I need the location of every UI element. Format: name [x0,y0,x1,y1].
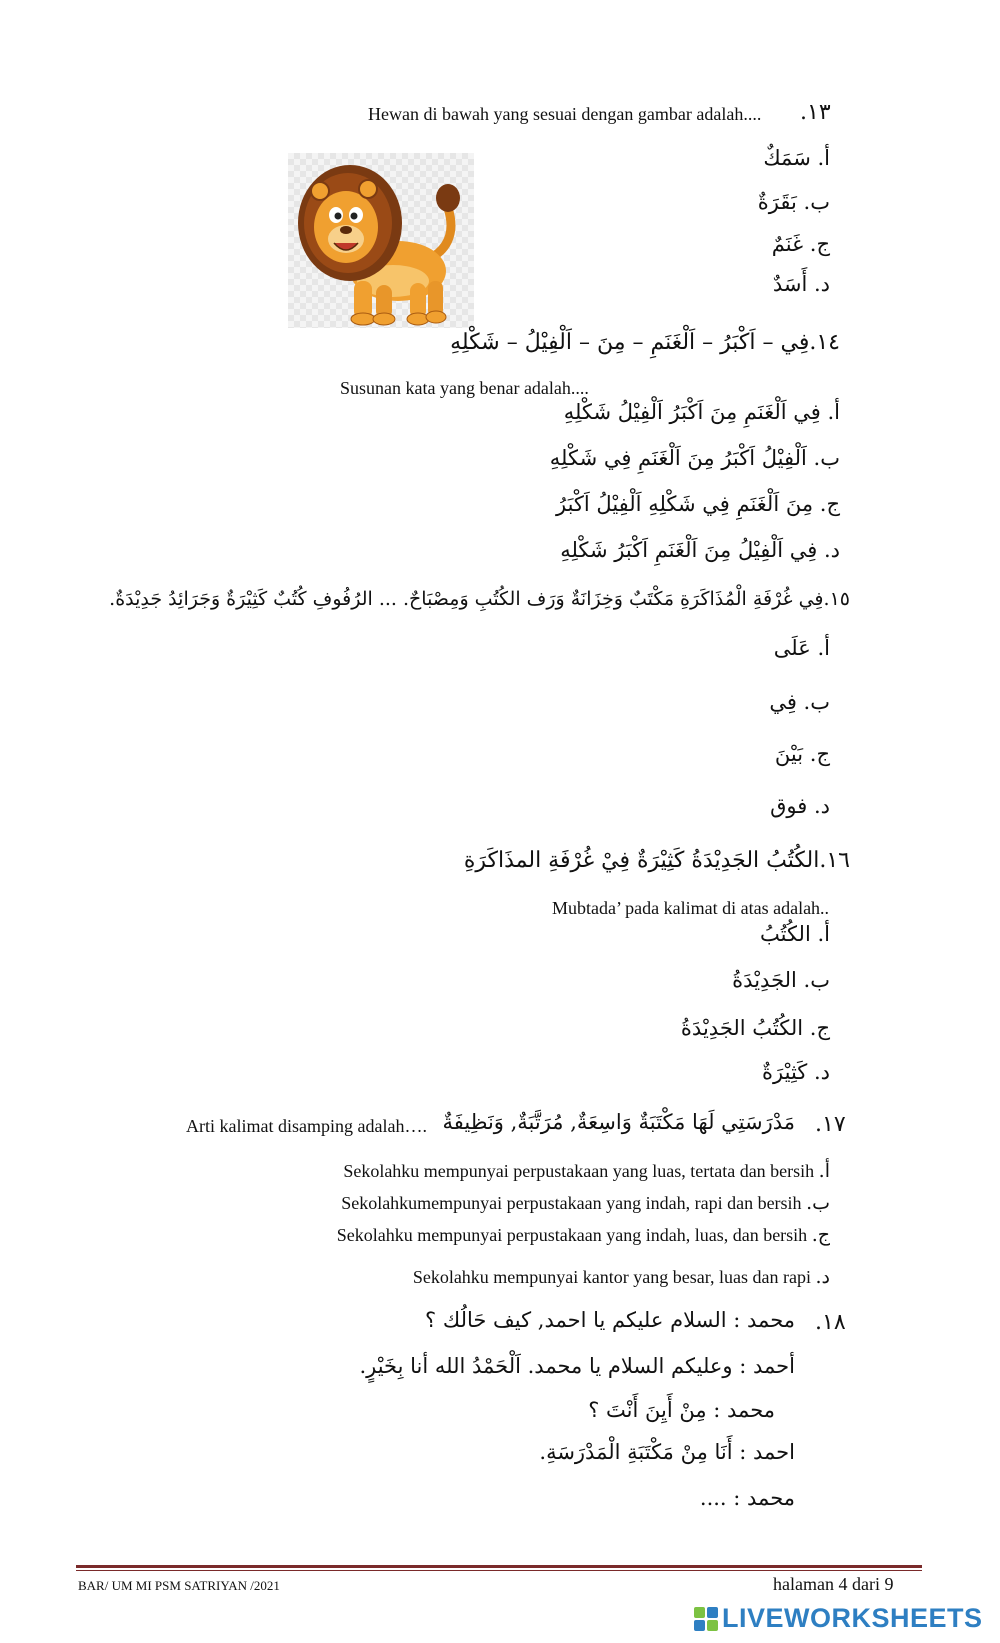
option-letter: ج. [809,742,830,766]
footer-divider-thin [76,1570,922,1571]
option-text: اَلْفِيْلُ اَكْبَرُ مِنَ اَلْغَنَمِ فِي شَكْلِهِ [549,446,807,470]
q16-option-c[interactable] [681,1016,830,1040]
q17-prompt-arabic: مَدْرَسَتِي لَهَا مَكْتَبَةٌ وَاسِعَةٌ, مُرَتَّبَةٌ, وَنَظِيفَةٌ [442,1110,795,1134]
option-letter: .أ [818,1160,830,1182]
option-letter: أ. [827,400,840,424]
option-text: Sekolahku mempunyai perpustakaan yang luas, tertata dan bersih [343,1161,815,1181]
option-letter: .ج [811,1224,830,1246]
q14-option-d[interactable] [560,538,840,562]
q15-option-a[interactable] [774,636,830,660]
option-letter: د. [813,272,830,296]
option-letter: ب. [803,690,830,714]
dialogue-text: : مِنْ أَيِنَ أَنْتَ ؟ [588,1398,721,1422]
dialogue-line [700,1486,795,1510]
option-letter: ب. [813,446,840,470]
q17-option-c[interactable] [337,1224,830,1246]
liveworksheets-logo-icon [694,1607,718,1631]
q15-option-b[interactable] [769,690,830,714]
option-letter: أ. [817,922,830,946]
option-letter: .د [815,1266,830,1288]
option-text: فِي اَلْفِيْلُ مِنَ اَلْغَنَمِ اَكْبَرُ شَكْلِهِ [560,538,818,562]
option-letter: د. [823,538,840,562]
q17-number: .١٧ [815,1112,846,1137]
option-text: الكُتُبُ [760,922,811,946]
option-text: Sekolahkumempunyai perpustakaan yang indah, rapi dan bersih [341,1193,802,1213]
dialogue-text: : أَنَا مِنْ مَكْتَبَةِ الْمَدْرَسَةِ. [539,1440,747,1464]
q17-option-d[interactable] [413,1266,830,1288]
q13-option-c[interactable] [772,232,830,256]
q18-number: .١٨ [815,1310,846,1335]
option-text: بَقَرَةٌ [757,190,797,214]
footer-left-text: BAR/ UM MI PSM SATRIYAN /2021 [78,1578,280,1593]
q14-number: ١٤. [809,330,840,355]
dialogue-text: : وعليكم السلام يا محمد. اَلْحَمْدُ الله أنا بِخَيْرٍ. [359,1354,747,1378]
q16-number: ١٦. [819,848,850,873]
option-letter: ج. [809,1016,830,1040]
q14-option-b[interactable] [550,446,840,470]
dialogue-speaker: أحمد [753,1354,795,1378]
dialogue-speaker: احمد [753,1440,795,1464]
q16-option-b[interactable] [732,968,830,992]
liveworksheets-brand[interactable] [694,1603,983,1634]
option-text: سَمَكٌ [763,146,811,170]
option-letter: د. [813,794,830,818]
option-text: Sekolahku mempunyai perpustakaan yang indah, luas, dan bersih [336,1225,808,1245]
option-text: كَثِيْرَةٌ [762,1060,808,1084]
q16-prompt-arabic: الكُتُبُ الجَدِيْدَةُ كَثِيْرَةٌ فِيْ غُرْفَةِ المذَاكَرَةِ [463,848,820,873]
q16-option-d[interactable] [762,1060,830,1084]
dialogue-text: : السلام عليكم يا احمد, كيف حَالُك ؟ [425,1308,741,1332]
q13-option-a[interactable] [763,146,830,170]
option-letter: أ. [817,146,830,170]
footer-divider [76,1565,922,1568]
q13-option-b[interactable] [758,190,830,214]
dialogue-speaker: محمد [727,1398,775,1422]
option-text: غَنَمٌ [771,232,804,256]
q14-prompt-arabic: فِي – اَكْبَرُ – اَلْغَنَمِ – مِنَ – اَلْفِيْلُ – شَكْلِهِ [450,330,810,355]
q14-option-c[interactable] [556,492,840,516]
q17-option-b[interactable] [341,1192,830,1214]
option-letter: ج. [809,232,830,256]
dialogue-line [588,1398,775,1422]
q17-prompt: Arti kalimat disamping adalah…. [186,1116,427,1136]
q13-number: .١٣ [800,100,831,125]
dialogue-line [359,1354,795,1378]
q16-prompt: Mubtada’ pada kalimat di atas adalah.. [552,898,830,918]
option-text: فوق [770,794,808,818]
option-text: Sekolahku mempunyai kantor yang besar, luas dan rapi [412,1267,811,1287]
q15-option-c[interactable] [775,742,830,766]
q15-header [109,588,850,610]
q15-number: ١٥. [823,588,850,610]
option-letter: أ. [817,636,830,660]
brand-text: LIVEWORKSHEETS [722,1603,983,1633]
q13-prompt: Hewan di bawah yang sesuai dengan gambar adalah.... [368,104,762,124]
option-text: مِنَ اَلْغَنَمِ فِي شَكْلِهِ اَلْفِيْلُ اَكْبَرُ [555,492,814,516]
option-letter: ب. [803,190,830,214]
dialogue-speaker: محمد [747,1486,795,1510]
lion-image [288,153,474,328]
q16-option-a[interactable] [760,922,830,946]
q15-prompt-arabic: فِي غُرْفَةِ الْمُذَاكَرَةِ مَكْتَبٌ وَخِزَانَةٌ وَرَف الكُتُبِ وَمِصْبَاحٌ. ... الرُفُوفِ كُتُبٌ كَثِيْرَةٌ وَجَرَائِدُ جَدِيْدَةٌ. [109,588,824,610]
dialogue-speaker: محمد [747,1308,795,1332]
option-letter: د. [813,1060,830,1084]
dialogue-line [539,1440,795,1464]
dialogue-line [425,1308,795,1332]
q16-header [464,848,850,873]
option-letter: .ب [806,1192,830,1214]
option-letter: ب. [803,968,830,992]
option-text: بَيْنَ [774,742,804,766]
q14-prompt: Susunan kata yang benar adalah.... [340,378,589,398]
q14-option-a[interactable] [564,400,840,424]
dialogue-text: : .... [699,1486,741,1510]
q14-header [450,330,840,355]
option-text: عَلَى [773,636,811,660]
q17-option-a[interactable] [343,1160,830,1182]
option-text: الجَدِيْدَةُ [732,968,797,992]
q15-option-d[interactable] [770,794,830,818]
option-text: فِي [769,690,797,714]
option-text: أَسَدٌ [772,272,808,296]
q13-option-d[interactable] [773,272,830,296]
option-text: الكُتُبُ الجَدِيْدَةُ [680,1016,804,1040]
page-number: halaman 4 dari 9 [773,1574,894,1594]
option-text: فِي اَلْغَنَمِ مِنَ اَكْبَرُ اَلْفِيْلُ شَكْلِهِ [563,400,821,424]
lion-icon [288,153,474,328]
option-letter: ج. [819,492,840,516]
